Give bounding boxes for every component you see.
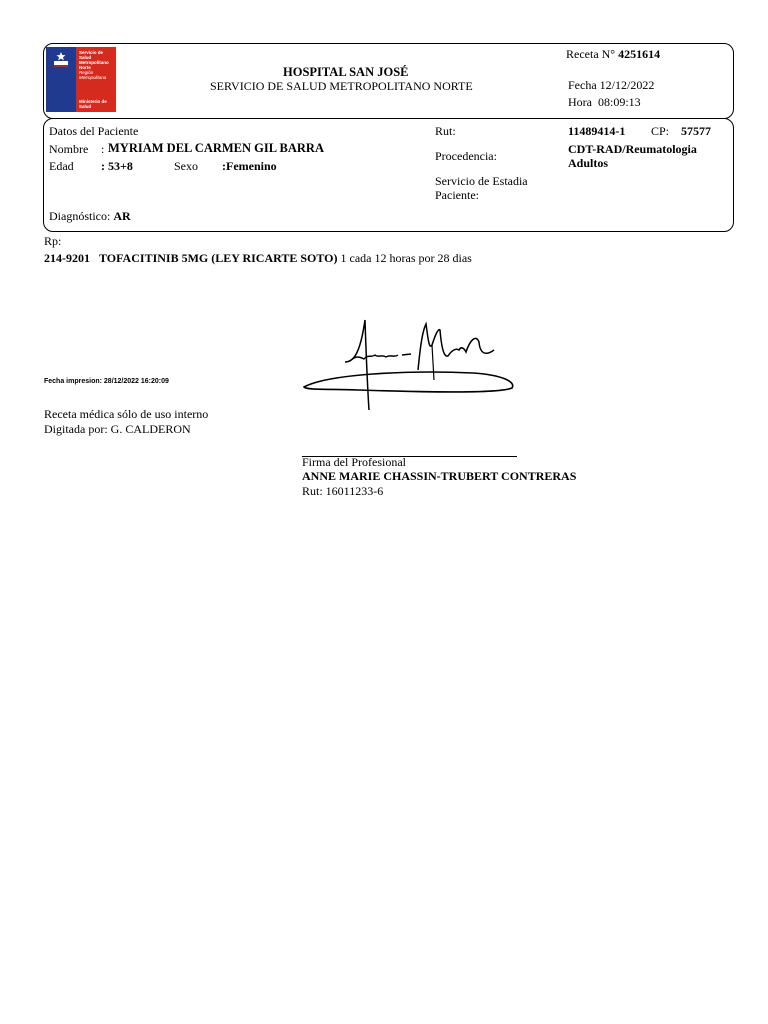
- logo-org-line: Norte: [79, 65, 91, 70]
- print-date: Fecha impresion: 28/12/2022 16:20:09: [44, 378, 169, 385]
- logo-ministry-line: Salud: [79, 104, 92, 109]
- nombre-value: MYRIAM DEL CARMEN GIL BARRA: [108, 141, 324, 155]
- prescription-line: [44, 251, 472, 266]
- cp-value: 57577: [681, 124, 711, 138]
- fecha-row: [568, 78, 654, 93]
- logo-ministry-line: Ministerio de: [79, 99, 107, 104]
- receta-number: 4251614: [618, 47, 661, 61]
- logo-org-line: Salud: [79, 55, 92, 60]
- diagnostico-label: Diagnóstico:: [49, 209, 111, 223]
- drug-code: 214-9201: [44, 251, 90, 265]
- nombre-label: Nombre: [49, 142, 89, 156]
- procedencia-value-line2: Adultos: [568, 156, 609, 170]
- drug-name: TOFACITINIB 5MG (LEY RICARTE SOTO): [99, 251, 338, 265]
- fecha-value: 12/12/2022: [599, 78, 655, 92]
- diagnostico-value: AR: [113, 209, 131, 223]
- sexo-value: :Femenino: [222, 159, 277, 173]
- patient-section-title: Datos del Paciente: [49, 124, 139, 138]
- hora-label: Hora: [568, 95, 592, 109]
- patient-box: [43, 118, 734, 232]
- signature-image: [298, 310, 523, 410]
- rut-label: Rut:: [435, 124, 456, 138]
- fecha-label: Fecha: [568, 78, 597, 92]
- procedencia-value-line1: CDT-RAD/Reumatologia: [568, 142, 697, 156]
- cp-label: CP:: [651, 124, 670, 138]
- logo-ministry: [79, 99, 115, 109]
- logo-org-name: [79, 50, 115, 80]
- receta-number-row: [566, 47, 660, 62]
- servicio-estadia-label-line1: Servicio de Estadia: [435, 174, 528, 188]
- servicio-estadia-label-line2: Paciente:: [435, 188, 479, 202]
- logo-blue-panel: [46, 47, 76, 112]
- coat-of-arms-icon: [52, 51, 70, 67]
- drug-dosage: 1 cada 12 horas por 28 dias: [340, 251, 472, 265]
- internal-use-note: Receta médica sólo de uso interno: [44, 407, 209, 421]
- professional-rut: Rut: 16011233-6: [302, 484, 384, 498]
- diagnostico-row: [49, 209, 131, 224]
- firma-label: Firma del Profesional: [302, 455, 406, 469]
- logo-org-line: Metropolitano: [79, 60, 109, 65]
- rut-value: 11489414-1: [568, 124, 626, 138]
- edad-value: : 53+8: [101, 159, 133, 173]
- hora-value: 08:09:13: [598, 95, 641, 109]
- typed-by: Digitada por: G. CALDERON: [44, 422, 191, 436]
- nombre-sep: :: [101, 142, 105, 156]
- rp-label: Rp:: [44, 234, 62, 248]
- institution-logo: [46, 47, 116, 112]
- logo-org-line: Servicio de: [79, 50, 104, 55]
- procedencia-label: Procedencia:: [435, 149, 497, 163]
- sexo-label: Sexo: [174, 159, 198, 173]
- service-name: SERVICIO DE SALUD METROPOLITANO NORTE: [210, 79, 473, 93]
- professional-name: ANNE MARIE CHASSIN-TRUBERT CONTRERAS: [302, 469, 577, 483]
- edad-label: Edad: [49, 159, 74, 173]
- logo-org-sub: Región Metropolitana: [79, 70, 107, 80]
- hora-row: [568, 95, 641, 110]
- hospital-name: HOSPITAL SAN JOSÉ: [283, 65, 409, 79]
- receta-label: Receta N°: [566, 47, 616, 61]
